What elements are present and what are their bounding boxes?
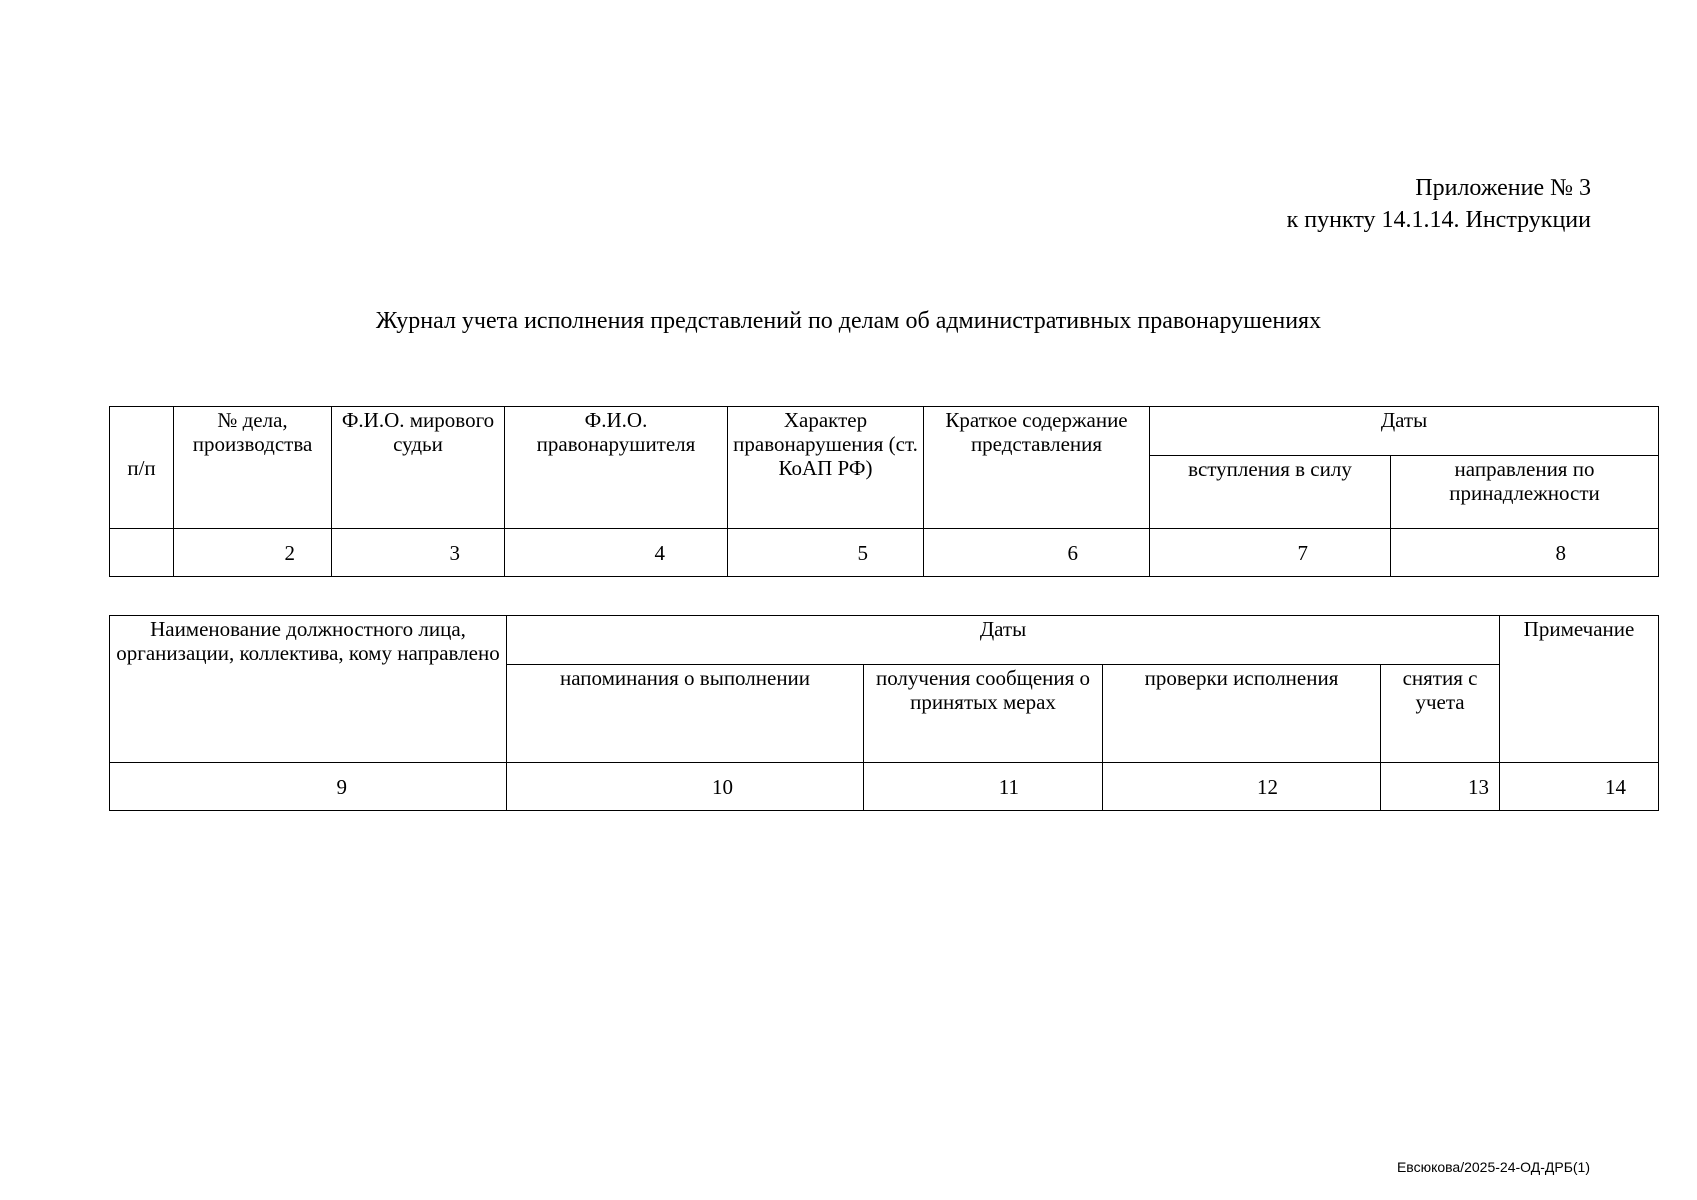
journal-table-part-2 bbox=[109, 615, 1659, 811]
header-verification: проверки исполнения bbox=[1103, 665, 1381, 763]
column-number-7: 7 bbox=[1150, 529, 1391, 577]
column-number-8: 8 bbox=[1391, 529, 1659, 577]
column-number-6: 6 bbox=[924, 529, 1150, 577]
header-recipient: Наименование должностного лица, организации, коллектива, кому направлено bbox=[110, 616, 507, 763]
journal-table-part-1 bbox=[109, 406, 1659, 577]
header-offense-type: Характер правонарушения (ст. КоАП РФ) bbox=[728, 407, 924, 529]
header-offender-name: Ф.И.О. правонарушителя bbox=[505, 407, 728, 529]
header-deregistration: снятия с учета bbox=[1381, 665, 1500, 763]
number-cell-empty bbox=[110, 529, 174, 577]
header-summary: Краткое содержание представления bbox=[924, 407, 1150, 529]
header-entry-into-force: вступления в силу bbox=[1150, 456, 1391, 529]
column-number-10: 10 bbox=[507, 763, 864, 811]
journal-title: Журнал учета исполнения представлений по делам об административных правонарушениях bbox=[375, 308, 1322, 334]
header-judge-name: Ф.И.О. мирового судьи bbox=[332, 407, 505, 529]
column-number-4: 4 bbox=[505, 529, 728, 577]
appendix-number: Приложение № 3 bbox=[1415, 175, 1591, 201]
column-number-5: 5 bbox=[728, 529, 924, 577]
column-number-2: 2 bbox=[174, 529, 332, 577]
header-pp: п/п bbox=[110, 407, 174, 529]
header-dates-group-2: Даты bbox=[507, 616, 1500, 665]
header-dates-group: Даты bbox=[1150, 407, 1659, 456]
header-reminder: напоминания о выполнении bbox=[507, 665, 864, 763]
header-forwarding: направления по принадлежности bbox=[1391, 456, 1659, 529]
header-note: Примечание bbox=[1500, 616, 1659, 763]
column-number-11: 11 bbox=[864, 763, 1103, 811]
column-number-12: 12 bbox=[1103, 763, 1381, 811]
header-report-received: получения сообщения о принятых мерах bbox=[864, 665, 1103, 763]
column-number-13: 13 bbox=[1381, 763, 1500, 811]
appendix-reference: к пункту 14.1.14. Инструкции bbox=[1286, 207, 1591, 233]
column-number-14: 14 bbox=[1500, 763, 1659, 811]
appendix-block bbox=[1287, 172, 1591, 236]
header-case-number: № дела, производства bbox=[174, 407, 332, 529]
column-number-9: 9 bbox=[110, 763, 507, 811]
document-code: Евсюкова/2025-24-ОД-ДРБ(1) bbox=[1396, 1159, 1590, 1175]
column-number-3: 3 bbox=[332, 529, 505, 577]
